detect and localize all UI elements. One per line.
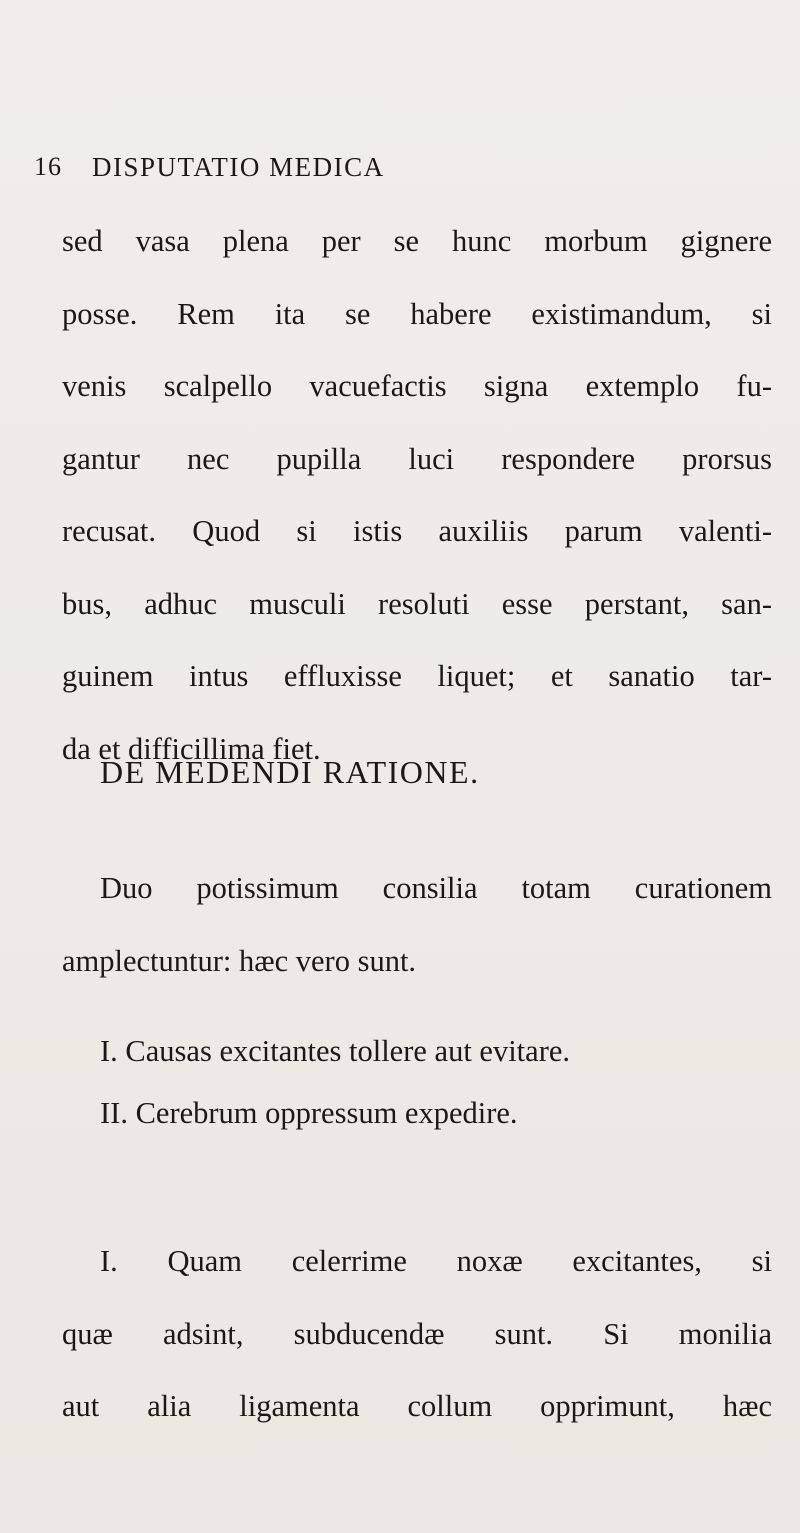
- text-line: guinem intus effluxisse liquet; et sanatio tar-: [62, 659, 772, 693]
- text-line: posse. Rem ita se habere existimandum, si: [62, 296, 772, 331]
- paragraph-3: [62, 1225, 772, 1443]
- page-number: 16: [34, 152, 62, 181]
- section-heading: DE MEDENDI RATIONE.: [100, 754, 480, 790]
- paragraph-1: [62, 205, 772, 785]
- text-line: da et difficillima fiet.: [62, 731, 321, 766]
- text-line: venis scalpello vacuefactis signa extemplo fu-: [62, 369, 772, 403]
- list-item-2: II. Cerebrum oppressum expedire.: [100, 1096, 518, 1130]
- running-head: [34, 152, 734, 192]
- text-line: I. Quam celerrime noxæ excitantes, si: [100, 1244, 772, 1278]
- text-line: recusat. Quod si istis auxiliis parum valenti-: [62, 514, 772, 548]
- text-line: gantur nec pupilla luci respondere prorsus: [62, 441, 772, 476]
- paragraph-2: [62, 852, 772, 997]
- text-line: Duo potissimum consilia totam curationem: [100, 871, 772, 905]
- text-line: quæ adsint, subducendæ sunt. Si monilia: [62, 1316, 772, 1351]
- text-line: bus, adhuc musculi resoluti esse perstant, san-: [62, 586, 772, 621]
- text-line: aut alia ligamenta collum opprimunt, hæc: [62, 1389, 772, 1423]
- list-item-1: I. Causas excitantes tollere aut evitare.: [100, 1034, 571, 1068]
- text-line: amplectuntur: hæc vero sunt.: [62, 943, 417, 978]
- running-head-title: DISPUTATIO MEDICA: [92, 152, 385, 182]
- text-line: sed vasa plena per se hunc morbum gignere: [62, 224, 772, 258]
